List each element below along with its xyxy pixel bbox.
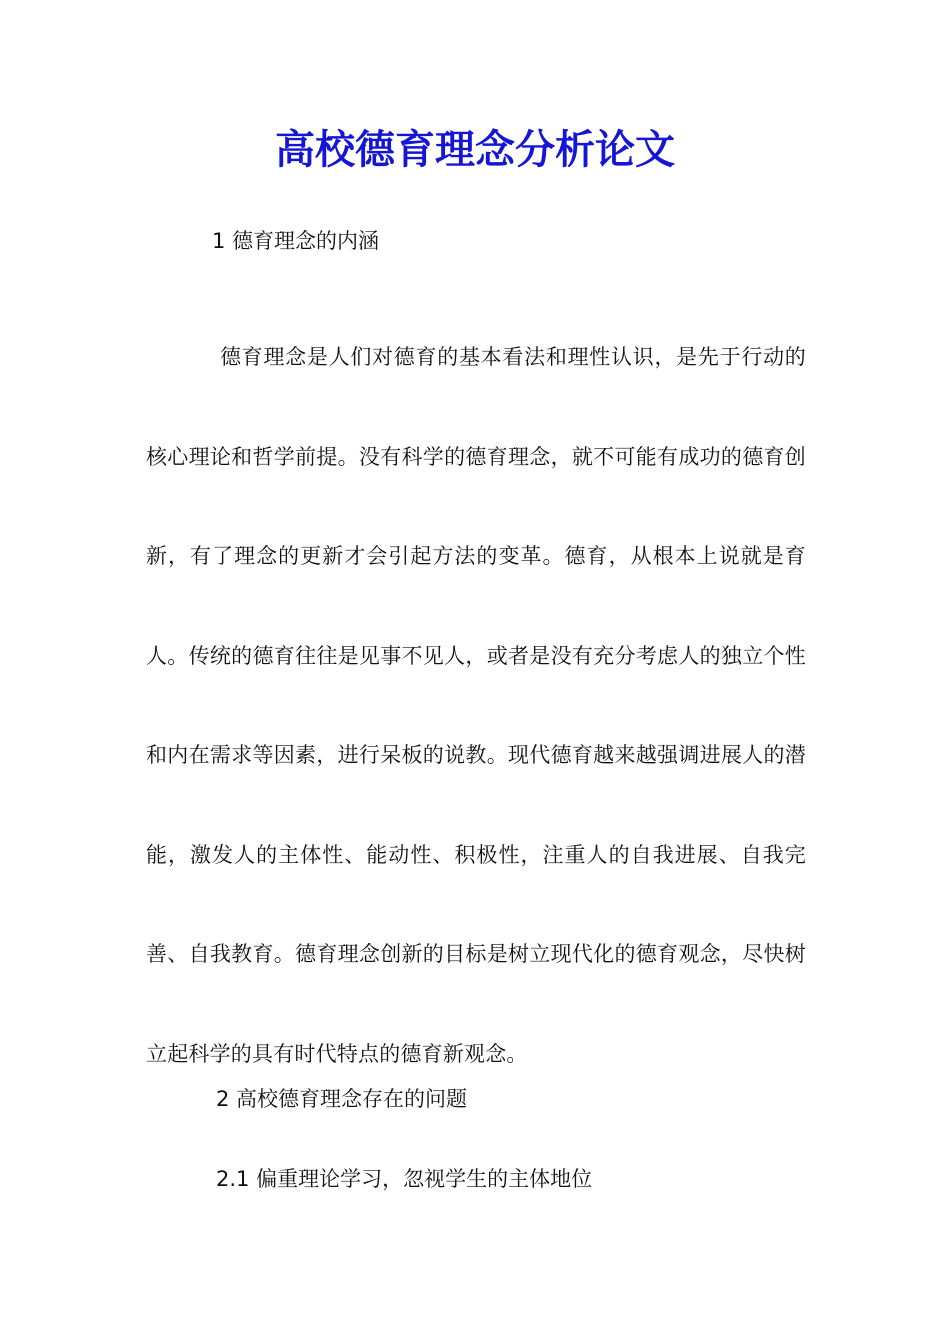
section-1-paragraph: 德育理念是人们对德育的基本看法和理性认识，是先于行动的核心理论和哲学前提。没有科学的德育理念，就不可能有成功的德育创新，有了理念的更新才会引起方法的变革。德育，从根本上说就是育人。传统的德育往往是见事不见人，或者是没有充分考虑人的独立个性和内在需求等因素，进行呆板的说教。现代德育越来越强调进展人的潜能，激发人的主体性、能动性、积极性，注重人的自我进展、自我完善、自我教育。德育理念创新的目标是树立现代化的德育观念，尽快树立起科学的具有时代特点的德育新观念。 (146, 345, 806, 1066)
section-heading-2: 2 高校德育理念存在的问题 (216, 1087, 468, 1111)
subsection-heading-2-1: 2.1 偏重理论学习，忽视学生的主体地位 (216, 1167, 593, 1191)
document-title: 高校德育理念分析论文 (275, 126, 675, 173)
section-heading-1: 1 德育理念的内涵 (212, 229, 380, 253)
